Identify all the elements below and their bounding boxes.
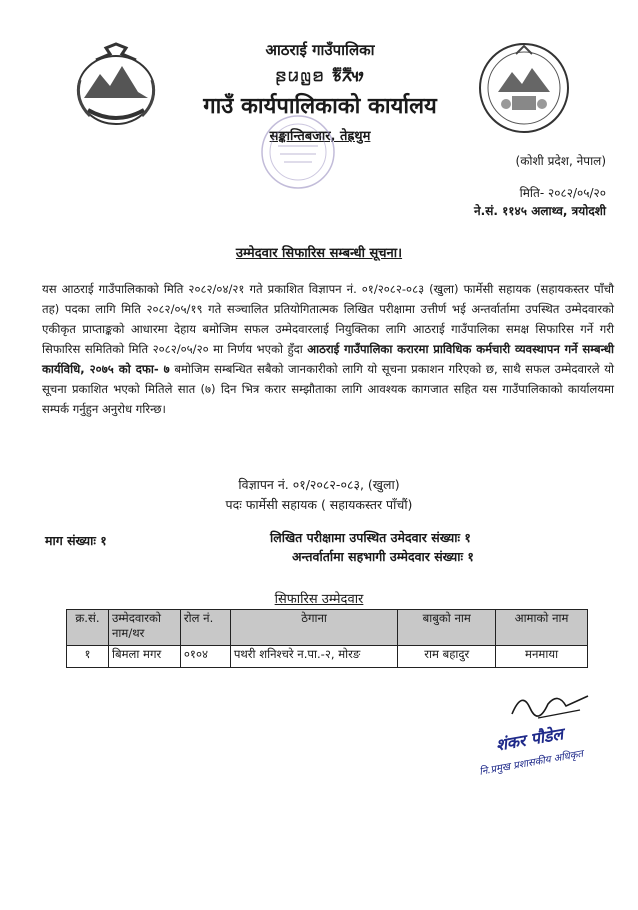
municipality-logo: [476, 40, 572, 136]
office-stamp: [258, 112, 338, 192]
office-main-title: गाउँ कार्यपालिकाको कार्यालय: [203, 94, 437, 119]
notice-body-part1: यस आठराई गाउँपालिकाको मिति २०८२/०४/२१ गते प्रकाशित विज्ञापन नं. ०१/२०८२-०८३ (खुला) फार्मेसी सहायक (सहायकस्तर पाँचौ तह) पदका लागि मिति २०८२/०५/१९ गते सञ्चालित प्रतियोगितात्मक लिखित परीक्षामा उत्तीर्ण भई अन्तर्वार्तामा उपस्थित उम्मेदवारको एकीकृत प्राप्ताङ्कको आधारमा देहाय बमोजिम सफल उम्मेदवारलाई नियुक्तिका लागि आठराई गाउँपालिका समक्ष सिफारिस गर्ने गरी सिफारिस समितिको मिति २०८२/०५/२० मा निर्णय भएको हुँदा: [42, 282, 614, 356]
col-serial: क्र.सं.: [67, 610, 109, 646]
cell-mother-name: मनमाया: [496, 646, 588, 668]
notice-subject: उम्मेदवार सिफारिस सम्बन्धी सूचना।: [235, 246, 403, 261]
col-mother-name: आमाको नाम: [496, 610, 588, 646]
table-header-row: [67, 610, 588, 646]
cell-father-name: राम बहादुर: [398, 646, 496, 668]
notice-body: [42, 279, 614, 419]
nepal-sambat-date: ने.सं. ११४५ अलाथ्व, त्रयोदशी: [474, 204, 606, 218]
col-address: ठेगाना: [230, 610, 398, 646]
signatory-title: नि.प्रमुख प्रशासकीय अधिकृत: [478, 748, 585, 778]
demand-count: माग संख्याः १: [45, 533, 107, 548]
office-address: सङ्कान्तिबजार, तेह्रथुम: [269, 129, 371, 144]
col-father-name: बाबुको नाम: [398, 610, 496, 646]
issue-date: मिति- २०८२/०५/२०: [519, 186, 606, 200]
advert-number: विज्ञापन नं. ०१/२०८२-०८३, (खुला): [238, 477, 400, 492]
table-row: [67, 646, 588, 668]
signatory-name: शंकर पौडेल: [494, 724, 565, 755]
cell-candidate-name: बिमला मगर: [108, 646, 180, 668]
cell-roll-number: ०१०४: [180, 646, 230, 668]
notice-body-part2: बमोजिम सम्बन्धित सबैको जानकारीको लागि यो सूचना प्रकाशन गरिएको छ, साथै सफल उम्मेदवारले यो सूचना प्रकाशित भएको मितिले सात (७) दिन भित्र करार सम्झौताका लागि आवश्यक कागजात सहित यस गाउँपालिकाको कार्यालयमा सम्पर्क गर्नुहुन अनुरोध गरिन्छ।: [42, 362, 614, 416]
col-candidate-name: उम्मेदवारको नाम/थर: [108, 610, 180, 646]
recommended-table: [66, 609, 588, 668]
post-name: पदः फार्मेसी सहायक ( सहायकस्तर पाँचौं): [225, 497, 413, 512]
written-exam-count: लिखित परीक्षामा उपस्थित उमेदवार संख्याः १: [270, 530, 471, 545]
province-label: (कोशी प्रदेश, नेपाल): [515, 154, 606, 168]
limbu-script-line: ꤔꤣꤜꤤ ᤃᤠ᤺ᤖᤠ᤺ᤵᤣ: [275, 64, 365, 86]
col-roll-number: रोल नं.: [180, 610, 230, 646]
cell-address: पथरी शनिश्चरे न.पा.-२, मोरङ: [230, 646, 398, 668]
interview-count: अन्तर्वार्तामा सहभागी उम्मेदवार संख्याः १: [292, 549, 474, 564]
office-name: आठराई गाउँपालिका: [265, 41, 375, 59]
recommended-title: सिफारिस उम्मेदवार: [274, 592, 364, 607]
cell-serial: १: [67, 646, 109, 668]
notice-body-bold: आठराई गाउँपालिका करारमा प्राविधिक कर्मचारी व्यवस्थापन गर्ने सम्बन्धी कार्यविधि, २०७५ को दफा- ७: [42, 342, 614, 376]
